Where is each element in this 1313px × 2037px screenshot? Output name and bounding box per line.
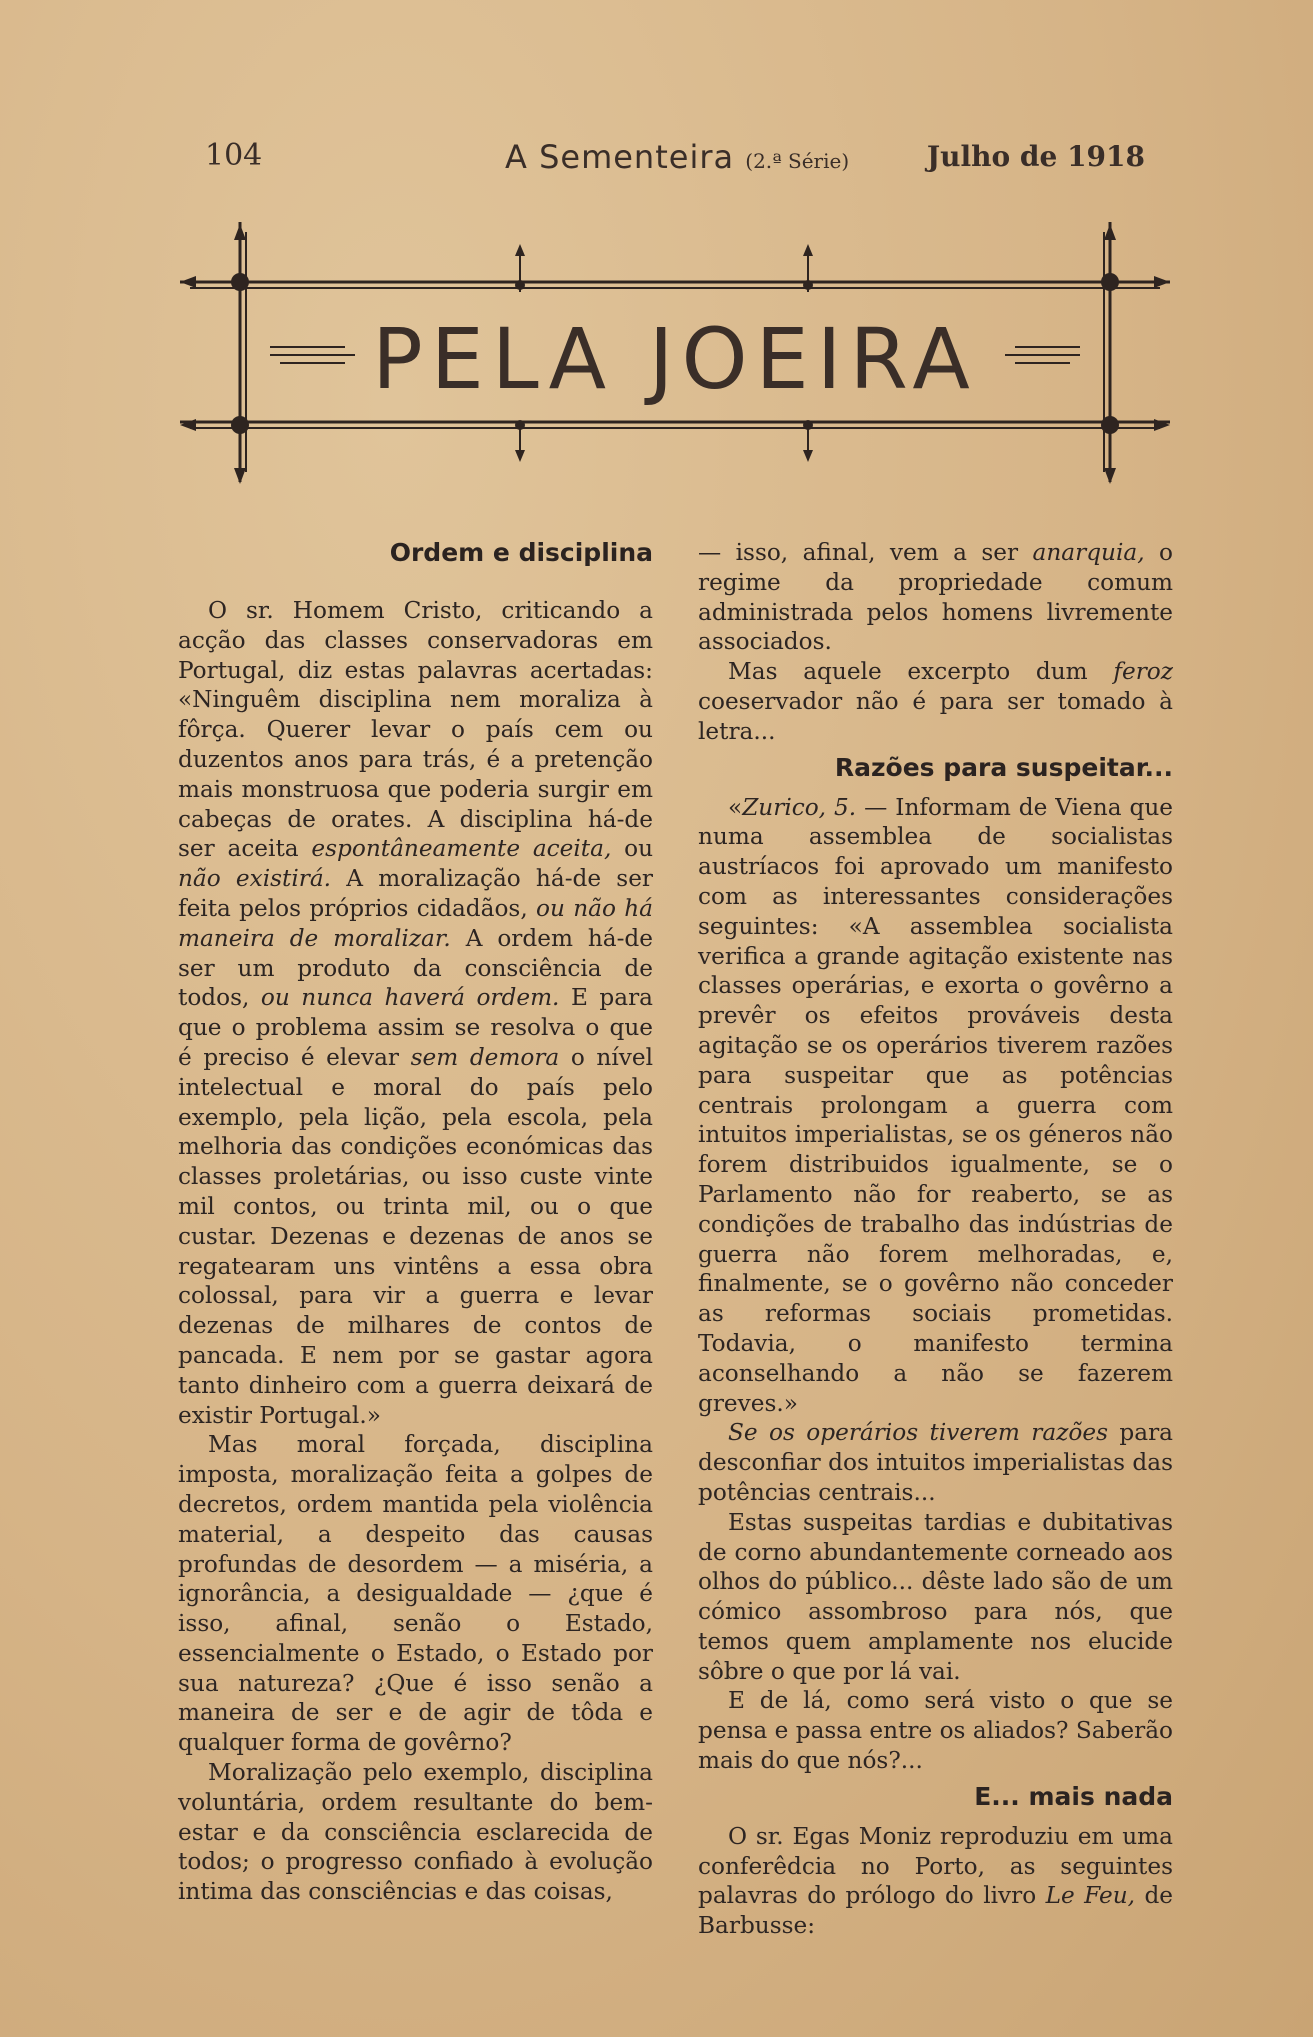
article-paragraph: Se os operários tiverem razões para desconfiar dos intuitos imperialistas das potências centrais... bbox=[698, 1419, 1173, 1506]
article-paragraph: Moralização pelo exemplo, disciplina voluntária, ordem resultante do bem-estar e da consciência esclarecida de todos; o progresso confiado à evolução intima das consciências e das coisas, bbox=[178, 1759, 653, 1906]
article-heading: Ordem e disciplina bbox=[389, 538, 653, 567]
issue-date: Julho de 1918 bbox=[926, 140, 1145, 173]
section-banner bbox=[180, 222, 1170, 492]
article-paragraph: O sr. Homem Cristo, criticando a acção das classes conservadoras em Portugal, diz estas palavras acertadas: «Ninguêm disciplina nem moraliza à fôrça. Querer levar o país cem ou duzentos anos para trás, é a pretenção mais monstruosa que poderia surgir em cabeças de orates. A disciplina há-de ser aceita espontâneamente aceita, ou não existirá. A moralização há-de ser feita pelos próprios cidadãos, ou não há maneira de moralizar. A ordem há-de ser um produto da consciência de todos, ou nunca haverá ordem. E para que o problema assim se resolva o que é preciso é elevar sem demora o nível intelectual e moral do país pelo exemplo, pela lição, pela escola, pela melhoria das condições económicas das classes proletárias, ou isso custe vinte mil contos, ou trinta mil, ou o que custar. Dezenas e dezenas de anos se regatearam uns vintêns a essa obra colossal, para vir a guerra e levar dezenas de milhares de contos de pancada. E nem por se gastar agora tanto dinheiro com a guerra deixará de existir Portugal.» bbox=[178, 597, 654, 1429]
article-paragraph: O sr. Egas Moniz reproduziu em uma conferêdcia no Porto, as seguintes palavras do prólogo do livro Le Feu, de Barbusse: bbox=[698, 1822, 1174, 1940]
article-paragraph: Estas suspeitas tardias e dubitativas de corno abundantemente corneado aos olhos do público... dêste lado são de um cómico assombroso para nós, que temos quem amplamente nos elucide sôbre o que por lá vai. bbox=[698, 1508, 1173, 1685]
page-number: 104 bbox=[205, 138, 263, 173]
series-label: (2.ª Série) bbox=[745, 149, 850, 173]
article-heading: Razões para suspeitar... bbox=[834, 752, 1173, 782]
banner-title: PELA JOEIRA bbox=[372, 310, 978, 408]
page-header bbox=[205, 138, 1145, 188]
article-paragraph: — isso, afinal, vem a ser anarquia, o regime da propriedade comum administrada pelos homens livremente associados. bbox=[698, 539, 1173, 656]
right-column bbox=[698, 538, 1173, 1941]
article-paragraph: Mas moral forçada, disciplina imposta, moralização feita a golpes de decretos, ordem mantida pela violência material, a despeito das causas profundas de desordem — a miséria, a ignorância, a desigualdade — ¿que é isso, afinal, senão o Estado, essencialmente o Estado, o Estado por sua natureza? ¿Que é isso senão a maneira de ser e de agir de tôda e qualquer forma de govêrno? bbox=[178, 1431, 653, 1757]
article-paragraph: «Zurico, 5. — Informam de Viena que numa assemblea de socialistas austríacos foi aprovado um manifesto com as interessantes considerações seguintes: «A assemblea socialista verifica a grande agitação existente nas classes operárias, e exorta o govêrno a prevêr os efeitos prováveis desta agitação se os operários tiverem razões para suspeitar que as potências centrais prolongam a guerra com intuitos imperialistas, se os géneros não forem distribuidos igualmente, se o Parlamento não for reaberto, se as condições de trabalho das indústrias de guerra não forem melhoradas, e, finalmente, se o govêrno não conceder as reformas sociais prometidas. Todavia, o manifesto termina aconselhando a não se fazerem greves.» bbox=[698, 793, 1174, 1417]
left-column bbox=[178, 538, 653, 1907]
article-paragraph: E de lá, como será visto o que se pensa e passa entre os aliados? Saberão mais do que nós?... bbox=[698, 1687, 1173, 1775]
journal-title bbox=[505, 138, 849, 176]
journal-name: A Sementeira bbox=[505, 138, 735, 176]
article-paragraph: Mas aquele excerpto dum feroz coeservador não é para ser tomado à letra... bbox=[698, 658, 1173, 745]
article-heading: E... mais nada bbox=[974, 1781, 1173, 1811]
